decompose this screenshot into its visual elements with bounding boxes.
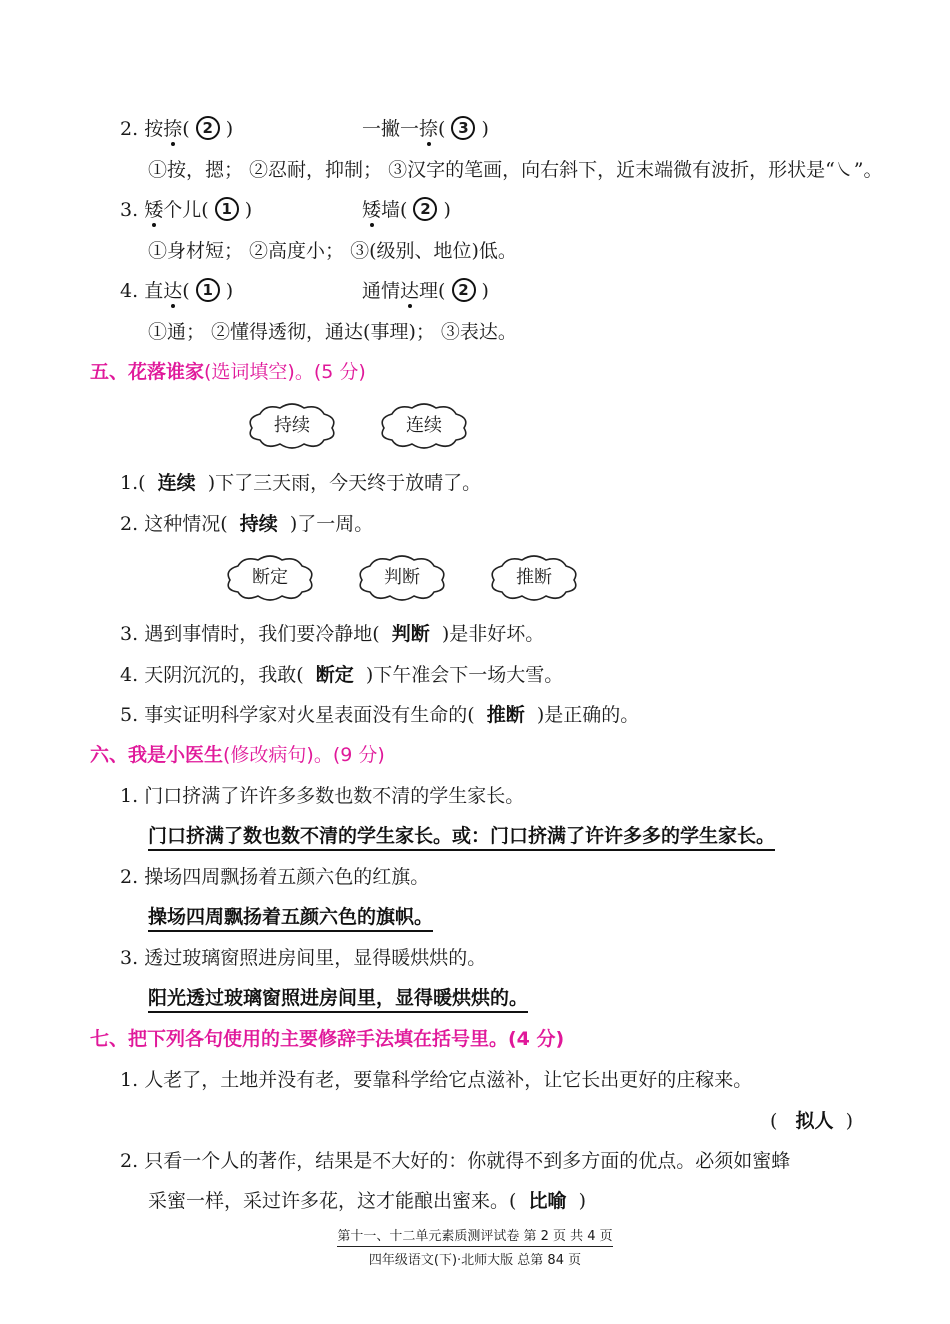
answer-circle: 1 (215, 197, 239, 221)
q4-3b-line: 矮墙( 2 ) (362, 199, 451, 221)
word-cloud: 判断 (356, 554, 448, 602)
dot-char: 捺 (163, 118, 183, 140)
answer-circle: 2 (413, 197, 437, 221)
q6-3-sentence: 3. 透过玻璃窗照进房间里，显得暖烘烘的。 (120, 947, 487, 969)
word-cloud: 断定 (224, 554, 316, 602)
q5-3-line: 3. 遇到事情时，我们要冷静地( 判断 )是非好坏。 (120, 623, 545, 645)
answer-text: 比喻 (528, 1190, 567, 1212)
dot-char: 捺 (419, 118, 439, 140)
q6-1-sentence: 1. 门口挤满了许许多多数也数不清的学生家长。 (120, 785, 525, 807)
section-5-heading: 五、花落谁家(选词填空)。(5 分) (90, 361, 366, 383)
answer-circle: 2 (196, 116, 220, 140)
section-6-heading: 六、我是小医生(修改病句)。(9 分) (90, 744, 385, 766)
answer-text: 断定 (315, 664, 354, 686)
word-cloud: 持续 (246, 402, 338, 450)
q4-4-options: ①通； ②懂得透彻，通达(事理)； ③表达。 (148, 321, 517, 343)
q4-4b-line: 通情达理( 2 ) (362, 280, 489, 302)
dot-char: 矮 (144, 199, 164, 221)
answer-text: 判断 (391, 623, 430, 645)
q5-5-line: 5. 事实证明科学家对火星表面没有生命的( 推断 )是正确的。 (120, 704, 640, 726)
q5-1-line: 1.( 连续 )下了三天雨，今天终于放晴了。 (120, 472, 482, 494)
answer-text: 连续 (157, 472, 196, 494)
word-cloud: 推断 (488, 554, 580, 602)
word-cloud: 连续 (378, 402, 470, 450)
footer-line-2: 四年级语文(下)·北师大版 总第 84 页 (368, 1253, 582, 1268)
q7-2-sentence: 2. 只看一个人的著作，结果是不大好的：你就得不到多方面的优点。必须如蜜蜂 (120, 1150, 791, 1172)
answer-circle: 3 (451, 116, 475, 140)
dot-char: 达 (163, 280, 183, 302)
dot-char: 矮 (362, 199, 382, 221)
section-7-heading: 七、把下列各句使用的主要修辞手法填在括号里。(4 分) (90, 1028, 565, 1050)
q4-2-line: 2. 按捺( 2 ) (120, 118, 234, 140)
footer-line-1: 第十一、十二单元素质测评试卷 第 2 页 共 4 页 (337, 1225, 612, 1247)
q7-1-answer-line: ( 拟人 ) (770, 1110, 854, 1132)
answer-circle: 1 (196, 278, 220, 302)
q4-3-options: ①身材短； ②高度小； ③(级别、地位)低。 (148, 240, 517, 262)
q4-2b-line: 一撇一捺( 3 ) (362, 118, 489, 140)
q4-3-line: 3. 矮个儿( 1 ) (120, 199, 253, 221)
dot-char: 达 (400, 280, 420, 302)
q6-3-answer: 阳光透过玻璃窗照进房间里，显得暖烘烘的。 (148, 983, 528, 1013)
q4-4-line: 4. 直达( 1 ) (120, 280, 234, 302)
answer-text: 拟人 (795, 1110, 834, 1132)
q7-1-sentence: 1. 人老了，土地并没有老，要靠科学给它点滋补，让它长出更好的庄稼来。 (120, 1069, 753, 1091)
q5-2-line: 2. 这种情况( 持续 )了一周。 (120, 513, 374, 535)
answer-text: 推断 (486, 704, 525, 726)
q7-2-sentence-cont: 采蜜一样，采过许多花，这才能酿出蜜来。( 比喻 ) (148, 1190, 587, 1212)
q6-1-answer: 门口挤满了数也数不清的学生家长。或：门口挤满了许许多多的学生家长。 (148, 821, 775, 851)
footer (0, 1225, 950, 1268)
answer-text: 持续 (239, 513, 278, 535)
answer-circle: 2 (452, 278, 476, 302)
q6-2-answer: 操场四周飘扬着五颜六色的旗帜。 (148, 902, 433, 932)
q6-2-sentence: 2. 操场四周飘扬着五颜六色的红旗。 (120, 866, 430, 888)
q5-4-line: 4. 天阴沉沉的，我敢( 断定 )下午准会下一场大雪。 (120, 664, 564, 686)
q4-2-options: ①按，摁； ②忍耐，抑制； ③汉字的笔画，向右斜下，近末端微有波折，形状是“㇏”。 (148, 159, 883, 181)
